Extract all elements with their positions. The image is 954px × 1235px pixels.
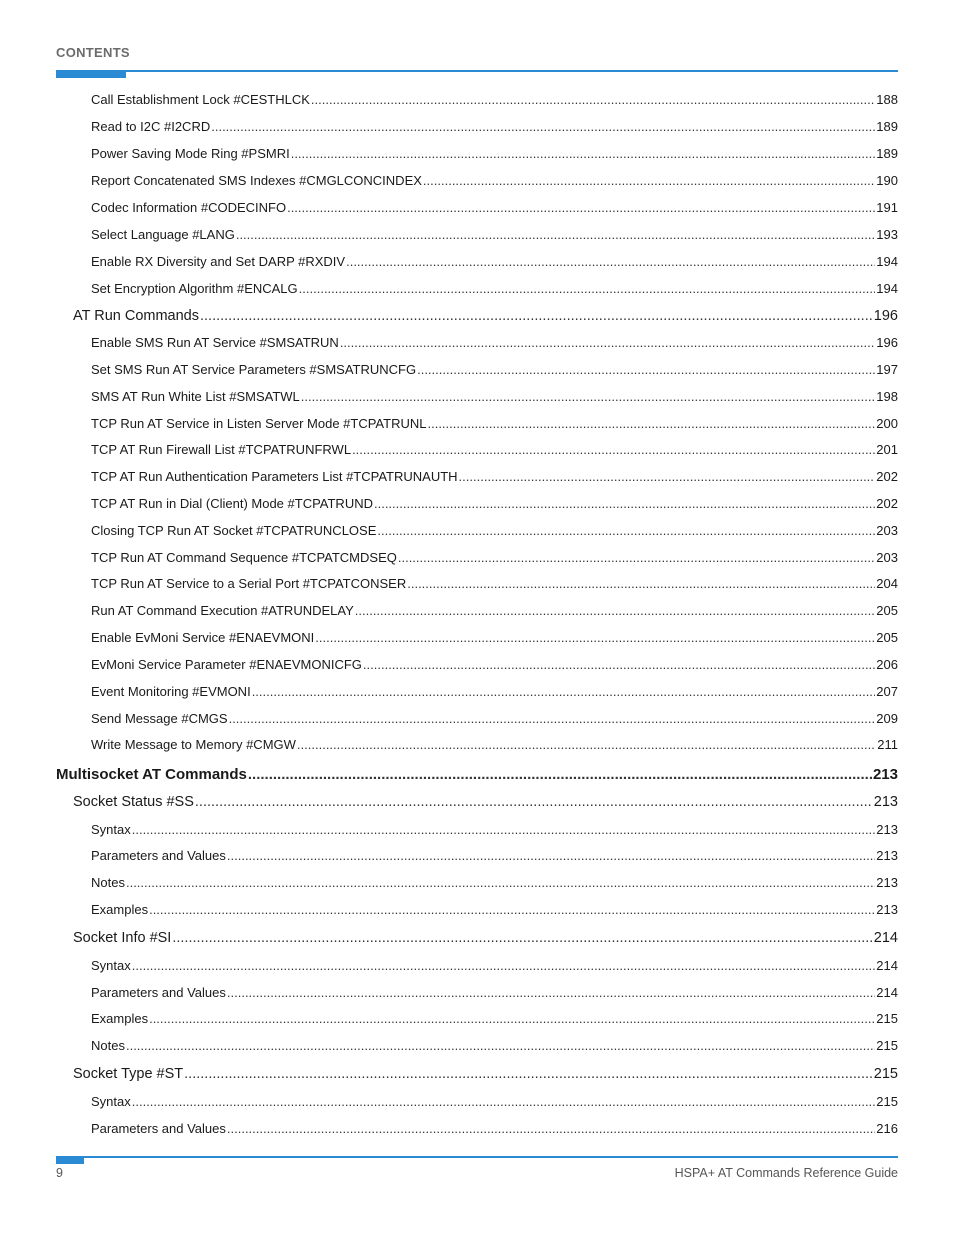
toc-entry-title: TCP AT Run in Dial (Client) Mode #TCPATRUND: [91, 496, 373, 511]
toc-dot-leader: [132, 1094, 876, 1109]
toc-entry[interactable]: [56, 576, 898, 598]
toc-entry[interactable]: [56, 442, 898, 464]
toc-entry-title: TCP AT Run Authentication Parameters List #TCPATRUNAUTH: [91, 469, 458, 484]
toc-entry[interactable]: [56, 684, 898, 706]
toc-dot-leader: [301, 389, 876, 404]
toc-entry[interactable]: [56, 1121, 898, 1143]
toc-entry-title: Event Monitoring #EVMONI: [91, 684, 251, 699]
toc-dot-leader: [227, 985, 875, 1000]
toc-dot-leader: [363, 657, 875, 672]
footer-doc-title: HSPA+ AT Commands Reference Guide: [674, 1166, 898, 1180]
toc-entry-page: 190: [876, 173, 898, 188]
toc-entry-page: 201: [876, 442, 898, 457]
toc-entry-title: Multisocket AT Commands: [56, 766, 247, 783]
toc-entry-page: 215: [876, 1011, 898, 1026]
toc-dot-leader: [398, 550, 875, 565]
toc-dot-leader: [252, 684, 876, 699]
toc-dot-leader: [427, 416, 875, 431]
toc-dot-leader: [236, 227, 875, 242]
toc-entry-title: Send Message #CMGS: [91, 711, 228, 726]
header-label: CONTENTS: [56, 45, 130, 60]
toc-entry-title: Codec Information #CODECINFO: [91, 200, 287, 215]
toc-entry-page: 200: [876, 416, 898, 431]
toc-dot-leader: [287, 200, 875, 215]
toc-entry[interactable]: [56, 389, 898, 411]
toc-entry[interactable]: [56, 766, 898, 788]
toc-entry[interactable]: [56, 711, 898, 733]
toc-entry[interactable]: [56, 173, 898, 195]
toc-entry-title: TCP AT Run Firewall List #TCPATRUNFRWL: [91, 442, 352, 457]
toc-dot-leader: [299, 281, 876, 296]
toc-entry-title: Enable EvMoni Service #ENAEVMONI: [91, 630, 315, 645]
toc-entry-title: Parameters and Values: [91, 1121, 226, 1136]
toc-entry-page: 213: [876, 875, 898, 890]
toc-entry-title: Run AT Command Execution #ATRUNDELAY: [91, 603, 354, 618]
toc-entry-page: 189: [876, 146, 898, 161]
toc-entry-page: 189: [876, 119, 898, 134]
toc-entry-page: 214: [876, 985, 898, 1000]
footer-rule: [56, 1156, 898, 1158]
toc-dot-leader: [407, 576, 875, 591]
toc-dot-leader: [459, 469, 876, 484]
toc-entry[interactable]: [56, 657, 898, 679]
toc-dot-leader: [417, 362, 875, 377]
toc-dot-leader: [184, 1066, 873, 1082]
toc-entry-page: 213: [876, 902, 898, 917]
toc-entry-page: 203: [876, 550, 898, 565]
toc-entry-page: 203: [876, 523, 898, 538]
toc-entry-page: 196: [873, 308, 898, 324]
toc-entry-title: TCP Run AT Command Sequence #TCPATCMDSEQ: [91, 550, 397, 565]
toc-entry-title: Enable SMS Run AT Service #SMSATRUN: [91, 335, 339, 350]
toc-entry[interactable]: [56, 146, 898, 168]
toc-entry-page: 213: [876, 822, 898, 837]
toc-entry[interactable]: [56, 1038, 898, 1060]
toc-entry[interactable]: [56, 469, 898, 491]
toc-entry[interactable]: [56, 1011, 898, 1033]
toc-entry[interactable]: [56, 254, 898, 276]
toc-entry-title: Notes: [91, 1038, 125, 1053]
toc-entry-title: Write Message to Memory #CMGW: [91, 737, 296, 752]
toc-entry-title: Parameters and Values: [91, 985, 226, 1000]
toc-entry[interactable]: [56, 119, 898, 141]
toc-entry-title: Syntax: [91, 1094, 131, 1109]
toc-entry[interactable]: [56, 822, 898, 844]
toc-entry-title: Set SMS Run AT Service Parameters #SMSATRUNCFG: [91, 362, 417, 377]
toc-entry[interactable]: [56, 281, 898, 303]
toc-dot-leader: [229, 711, 876, 726]
toc-entry[interactable]: [56, 1066, 898, 1088]
toc-entry-page: 213: [872, 766, 898, 783]
toc-dot-leader: [227, 848, 875, 863]
toc-entry-page: 197: [876, 362, 898, 377]
toc-entry-page: 215: [873, 1066, 898, 1082]
toc-entry-page: 211: [877, 737, 898, 752]
toc-entry-title: Power Saving Mode Ring #PSMRI: [91, 146, 290, 161]
toc-entry[interactable]: [56, 550, 898, 572]
toc-dot-leader: [315, 630, 875, 645]
toc-entry-page: 193: [876, 227, 898, 242]
toc-entry-page: 191: [876, 200, 898, 215]
toc-entry[interactable]: [56, 985, 898, 1007]
footer-page-number: 9: [56, 1166, 63, 1180]
toc-entry-page: 206: [876, 657, 898, 672]
toc-entry-title: Examples: [91, 902, 149, 917]
toc-entry-page: 196: [876, 335, 898, 350]
toc-dot-leader: [195, 794, 873, 810]
toc-entry-title: Enable RX Diversity and Set DARP #RXDIV: [91, 254, 346, 269]
toc-entry[interactable]: [56, 92, 898, 114]
footer-rule-accent: [56, 1156, 84, 1164]
toc-dot-leader: [200, 308, 873, 324]
toc-entry[interactable]: [56, 1094, 898, 1116]
toc-entry-page: 207: [876, 684, 898, 699]
toc-dot-leader: [211, 119, 875, 134]
toc-entry-page: 214: [873, 930, 898, 946]
toc-entry[interactable]: [56, 416, 898, 438]
toc-entry-title: EvMoni Service Parameter #ENAEVMONICFG: [91, 657, 362, 672]
toc-entry-title: Set Encryption Algorithm #ENCALG: [91, 281, 298, 296]
toc-entry[interactable]: [56, 523, 898, 545]
toc-entry-title: SMS AT Run White List #SMSATWL: [91, 389, 300, 404]
toc-entry-page: 205: [876, 603, 898, 618]
toc-entry-title: Select Language #LANG: [91, 227, 235, 242]
toc-entry-title: Socket Type #ST: [73, 1066, 184, 1082]
toc-entry-title: Parameters and Values: [91, 848, 226, 863]
toc-entry[interactable]: [56, 603, 898, 625]
toc-entry[interactable]: [56, 335, 898, 357]
toc-entry[interactable]: [56, 930, 898, 952]
toc-entry[interactable]: [56, 200, 898, 222]
toc-entry-title: Report Concatenated SMS Indexes #CMGLCONCINDEX: [91, 173, 422, 188]
toc-entry-title: Socket Status #SS: [73, 794, 194, 810]
toc-entry-title: Examples: [91, 1011, 149, 1026]
header-rule: [56, 70, 898, 72]
toc-dot-leader: [340, 335, 875, 350]
toc-entry-page: 215: [876, 1094, 898, 1109]
toc-entry-title: TCP Run AT Service in Listen Server Mode #TCPATRUNL: [91, 416, 427, 431]
toc-dot-leader: [227, 1121, 875, 1136]
toc-entry-page: 202: [876, 469, 898, 484]
toc-dot-leader: [149, 1011, 875, 1026]
toc-dot-leader: [248, 766, 872, 783]
toc-dot-leader: [132, 822, 876, 837]
toc-entry-page: 213: [876, 848, 898, 863]
toc-entry[interactable]: [56, 630, 898, 652]
toc-entry-page: 188: [876, 92, 898, 107]
toc-dot-leader: [172, 930, 872, 946]
toc-entry[interactable]: [56, 875, 898, 897]
toc-dot-leader: [374, 496, 875, 511]
toc-entry-page: 213: [873, 794, 898, 810]
toc-entry-page: 204: [876, 576, 898, 591]
toc-dot-leader: [149, 902, 875, 917]
toc-dot-leader: [346, 254, 875, 269]
toc-entry-page: 216: [876, 1121, 898, 1136]
toc-entry-title: TCP Run AT Service to a Serial Port #TCPATCONSER: [91, 576, 407, 591]
toc-dot-leader: [423, 173, 875, 188]
toc-entry-page: 215: [876, 1038, 898, 1053]
toc-dot-leader: [297, 737, 876, 752]
toc-dot-leader: [132, 958, 876, 973]
toc-entry-title: AT Run Commands: [73, 308, 199, 324]
toc-entry-page: 209: [876, 711, 898, 726]
toc-dot-leader: [355, 603, 876, 618]
toc-entry[interactable]: [56, 362, 898, 384]
toc-entry[interactable]: [56, 737, 898, 759]
toc-dot-leader: [352, 442, 875, 457]
toc-dot-leader: [291, 146, 876, 161]
toc-dot-leader: [377, 523, 875, 538]
toc-entry-title: Syntax: [91, 822, 131, 837]
toc-entry[interactable]: [56, 848, 898, 870]
header-rule-accent: [56, 70, 126, 78]
toc-entry[interactable]: [56, 902, 898, 924]
toc-entry-page: 198: [876, 389, 898, 404]
toc-entry[interactable]: [56, 496, 898, 518]
toc-entry-title: Syntax: [91, 958, 131, 973]
toc-dot-leader: [126, 1038, 875, 1053]
toc-entry-title: Read to I2C #I2CRD: [91, 119, 211, 134]
toc-entry-page: 194: [876, 281, 898, 296]
toc-entry-page: 194: [876, 254, 898, 269]
toc-entry-page: 205: [876, 630, 898, 645]
toc-entry[interactable]: [56, 794, 898, 816]
toc-dot-leader: [311, 92, 875, 107]
toc-entry-title: Socket Info #SI: [73, 930, 172, 946]
toc-entry[interactable]: [56, 308, 898, 330]
toc-entry-title: Notes: [91, 875, 125, 890]
toc-entry-page: 202: [876, 496, 898, 511]
toc-dot-leader: [126, 875, 875, 890]
toc-entry[interactable]: [56, 227, 898, 249]
toc-entry-title: Closing TCP Run AT Socket #TCPATRUNCLOSE: [91, 523, 377, 538]
toc-entry-title: Call Establishment Lock #CESTHLCK: [91, 92, 310, 107]
toc-entry-page: 214: [876, 958, 898, 973]
toc-entry[interactable]: [56, 958, 898, 980]
